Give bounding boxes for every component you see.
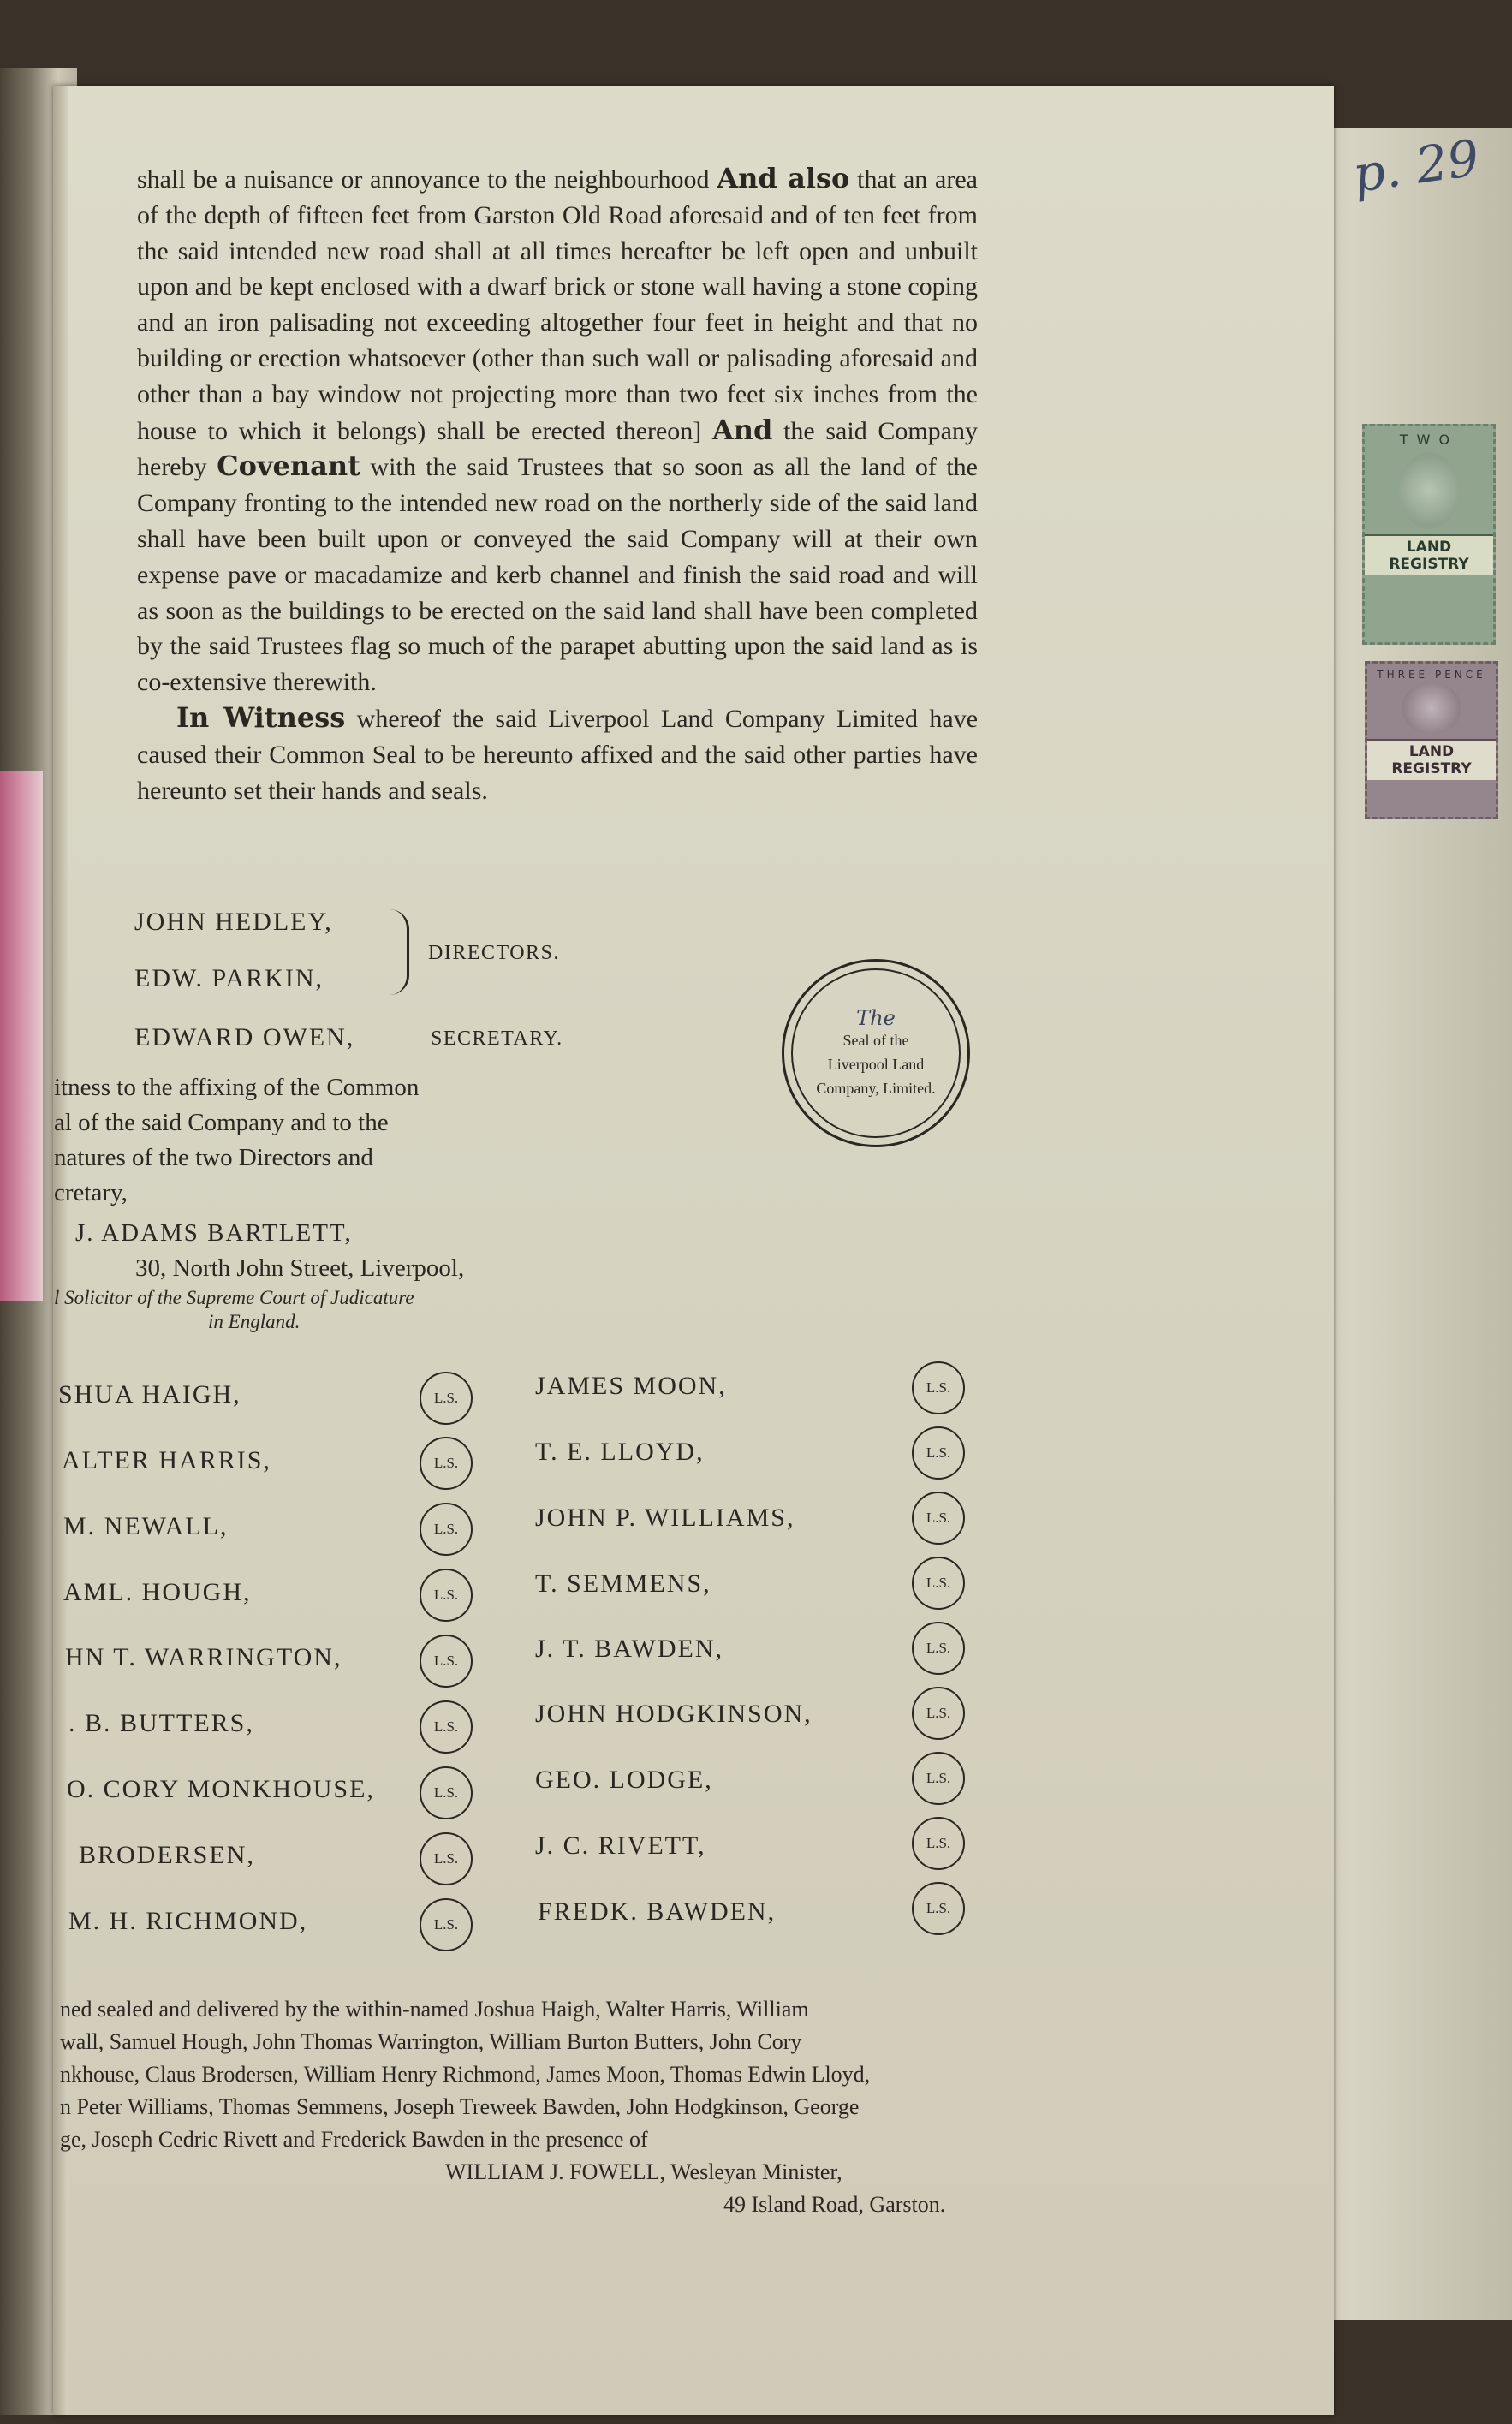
witness-name: WILLIAM J. FOWELL, Wesleyan Minister, xyxy=(445,2159,842,2184)
seal-text-line-3: Company, Limited. xyxy=(816,1080,936,1097)
party-signature-left: M. H. RICHMOND, xyxy=(68,1907,308,1935)
seal-text-line-2: Liverpool Land xyxy=(827,1056,925,1073)
attestation-line: natures of the two Directors and xyxy=(54,1144,373,1171)
director-signature-1: JOHN HEDLEY, xyxy=(134,908,333,936)
ls-seal-circle: L.S. xyxy=(420,1437,473,1490)
ls-seal-circle: L.S. xyxy=(912,1361,965,1414)
party-signature-left: HN T. WARRINGTON, xyxy=(65,1643,342,1671)
director-signature-2: EDW. PARKIN, xyxy=(134,964,324,992)
party-signature-left: AML. HOUGH, xyxy=(63,1578,252,1606)
stamp-label: LAND REGISTRY xyxy=(1365,534,1493,575)
attestation-line: al of the said Company and to the xyxy=(54,1109,389,1136)
queen-portrait-icon xyxy=(1402,682,1461,734)
attesting-solicitor-address: 30, North John Street, Liverpool, xyxy=(135,1254,465,1282)
ls-seal-circle: L.S. xyxy=(420,1503,473,1556)
ls-seal-circle: L.S. xyxy=(420,1832,473,1885)
party-signature-left: M. NEWALL, xyxy=(63,1512,229,1540)
solicitor-title-line-2: in England. xyxy=(208,1311,301,1332)
execution-line: wall, Samuel Hough, John Thomas Warrington, William Burton Butters, John Cory xyxy=(60,2029,802,2054)
secretary-label: SECRETARY. xyxy=(431,1027,563,1050)
stamp-value-label: TWO xyxy=(1399,432,1459,448)
party-signature-right: JAMES MOON, xyxy=(535,1372,727,1400)
ls-seal-circle: L.S. xyxy=(912,1622,965,1675)
ls-seal-circle: L.S. xyxy=(912,1557,965,1610)
execution-line: ned sealed and delivered by the within-named Joshua Haigh, Walter Harris, William xyxy=(60,1997,809,2022)
party-signature-right: JOHN HODGKINSON, xyxy=(535,1700,813,1728)
seal-text-line-1: Seal of the xyxy=(842,1032,909,1049)
margin-page-note: p. 29 xyxy=(1348,128,1483,204)
party-signature-left: ALTER HARRIS, xyxy=(62,1446,271,1474)
deed-body xyxy=(137,161,978,808)
directors-label: DIRECTORS. xyxy=(428,942,560,964)
pink-ribbon xyxy=(0,771,43,1301)
queen-portrait-icon xyxy=(1399,452,1459,529)
party-signature-right: J. C. RIVETT, xyxy=(535,1831,706,1860)
ls-seal-circle: L.S. xyxy=(420,1766,473,1819)
company-seal xyxy=(782,959,970,1147)
party-signature-left: O. CORY MONKHOUSE, xyxy=(67,1775,375,1803)
revenue-stamp-three-pence xyxy=(1365,661,1498,819)
stamp-value-label: THREE PENCE xyxy=(1377,669,1486,681)
ls-seal-circle: L.S. xyxy=(912,1752,965,1805)
stamp-label: LAND REGISTRY xyxy=(1367,739,1496,780)
attestation-block xyxy=(54,1070,464,1334)
execution-line: nkhouse, Claus Brodersen, William Henry Richmond, James Moon, Thomas Edwin Lloyd, xyxy=(60,2062,871,2087)
execution-line: ge, Joseph Cedric Rivett and Frederick Bawden in the presence of xyxy=(60,2127,648,2152)
ls-seal-circle: L.S. xyxy=(912,1687,965,1740)
party-signature-right: JOHN P. WILLIAMS, xyxy=(535,1504,795,1532)
covenant-paragraph: shall be a nuisance or annoyance to the neighbourhood And also that an area of the depth of fifteen feet from Garston Old Road aforesaid and of ten feet from the said intended new road shall at all times hereafter be left open and unbuilt upon and be kept enclosed with a dwarf brick or stone wall having a stone coping and an iron palisading not exceeding altogether four feet in height and that no building or erection whatsoever (other than such wall or palisading aforesaid and other than a bay window not projecting more than two feet six inches from the house to which it belongs) shall be erected thereon] And the said Company hereby Covenant with the said Trustees that so soon as all the land of the Company fronting to the intended new road on the northerly side of the said land shall have been built upon or conveyed the said Company will at their own expense pave or macadamize and kerb channel and finish the said road and will as soon as the buildings to be erected on the said land shall have been completed by the said Trustees flag so much of the parapet abutting upon the said land as is co-extensive therewith. xyxy=(137,162,978,697)
attesting-solicitor-name: J. ADAMS BARTLETT, xyxy=(75,1219,353,1247)
witness-clause: In Witness whereof the said Liverpool Land Company Limited have caused their Common Seal to be hereunto affixed and the said other parties have hereunto set their hands and seals. xyxy=(137,700,979,805)
ls-seal-circle: L.S. xyxy=(912,1882,965,1935)
party-signature-left: BRODERSEN, xyxy=(79,1841,255,1869)
ls-seal-circle: L.S. xyxy=(420,1569,473,1622)
party-signature-left: . B. BUTTERS, xyxy=(68,1709,254,1737)
party-signature-right: T. SEMMENS, xyxy=(535,1569,711,1598)
witness-address: 49 Island Road, Garston. xyxy=(723,2192,946,2217)
party-signature-right: T. E. LLOYD, xyxy=(535,1438,705,1466)
party-signature-right: GEO. LODGE, xyxy=(535,1766,713,1794)
ls-seal-circle: L.S. xyxy=(912,1426,965,1480)
party-signature-left: SHUA HAIGH, xyxy=(58,1380,241,1409)
solicitor-title-line-1: l Solicitor of the Supreme Court of Judicature xyxy=(54,1287,414,1308)
brace-mark xyxy=(390,909,409,995)
seal-handwritten-mark: The xyxy=(856,1006,896,1030)
execution-clause xyxy=(60,1993,972,2221)
ls-seal-circle: L.S. xyxy=(912,1492,965,1545)
execution-line: n Peter Williams, Thomas Semmens, Joseph Treweek Bawden, John Hodgkinson, George xyxy=(60,2094,860,2119)
attestation-line: cretary, xyxy=(54,1179,128,1206)
secretary-signature: EDWARD OWEN, xyxy=(134,1023,355,1051)
ls-seal-circle: L.S. xyxy=(420,1898,473,1951)
party-signature-right: J. T. BAWDEN, xyxy=(535,1635,723,1663)
revenue-stamp-two-shillings xyxy=(1362,424,1496,645)
attestation-line: itness to the affixing of the Common xyxy=(54,1074,420,1101)
ls-seal-circle: L.S. xyxy=(420,1700,473,1754)
party-signature-right: FREDK. BAWDEN, xyxy=(538,1897,777,1926)
ls-seal-circle: L.S. xyxy=(420,1372,473,1425)
ls-seal-circle: L.S. xyxy=(420,1635,473,1688)
ls-seal-circle: L.S. xyxy=(912,1817,965,1870)
